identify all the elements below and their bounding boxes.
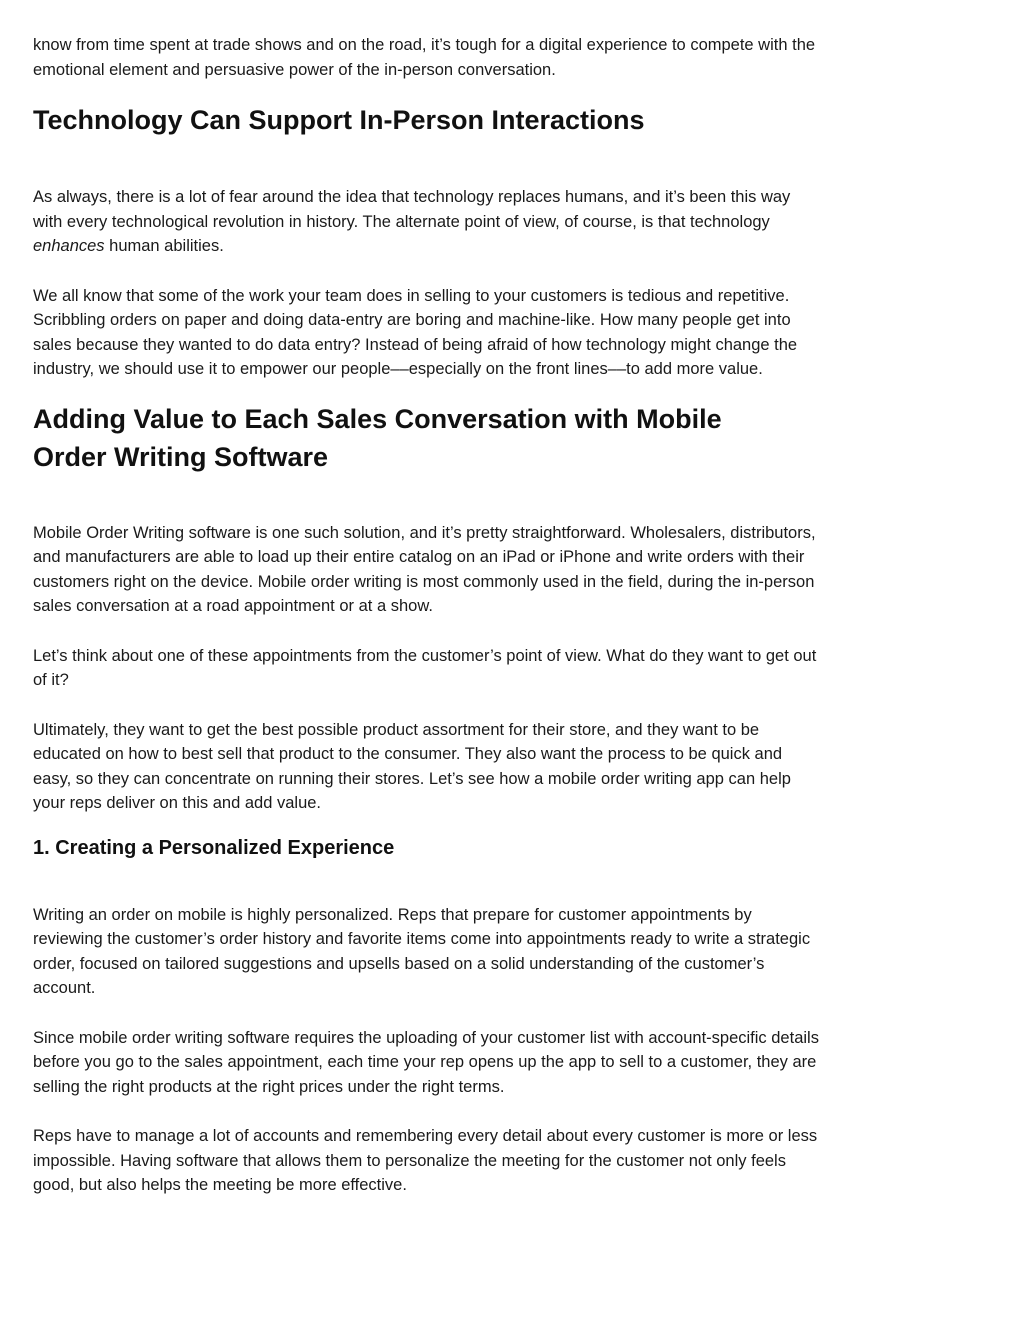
heading-line-2: Order Writing Software: [33, 441, 329, 472]
section-heading-personalized: 1. Creating a Personalized Experience: [33, 836, 395, 859]
section2-paragraph-1: Mobile Order Writing software is one such solution, and it’s pretty straightforward. Wholesalers, distributors, and manufacturers are able to load up their entire catalog on an iPad or iPhone and write orders with their customers right on the device. Mobile order writing is most commonly used in the field, during the in-person sales conversation at a road appointment or at a show.: [33, 523, 816, 615]
section3-paragraph-2: Since mobile order writing software requires the uploading of your customer list with account-specific details before you go to the sales appointment, each time your rep opens up the app to sell to a customer, they are selling the right products at the right prices under the right terms.: [33, 1028, 819, 1096]
heading-line-1: Adding Value to Each Sales Conversation with Mobile: [33, 403, 722, 434]
section-heading-technology: Technology Can Support In-Person Interactions: [33, 105, 645, 135]
section3-paragraph-3: Reps have to manage a lot of accounts and remembering every detail about every customer is more or less impossible. Having software that allows them to personalize the meeting for the customer not only feels good, but also helps the meeting be more effective.: [33, 1127, 818, 1194]
section1-paragraph-1: [33, 185, 823, 259]
intro-paragraph: know from time spent at trade shows and on the road, it’s tough for a digital experience to compete with the emotional element and persuasive power of the in-person conversation.: [33, 36, 816, 79]
section1-paragraph-2: We all know that some of the work your team does in selling to your customers is tedious and repetitive. Scribbling orders on paper and doing data-entry are boring and machine-like. How many people get into sales because they wanted to do data entry? Instead of being afraid of how technology might change the industry, we should use it to empower our people––especially on the front lines––to add more value.: [33, 286, 798, 378]
section2-paragraph-3: Ultimately, they want to get the best possible product assortment for their store, and they want to be educated on how to best sell that product to the consumer. They also want the process to be quick and easy, so they can concentrate on running their stores. Let’s see how a mobile order writing app can help your reps deliver on this and add value.: [33, 720, 791, 812]
document-page: [33, 0, 823, 1198]
emphasis-enhances: enhances: [33, 237, 105, 255]
section3-paragraph-1: Writing an order on mobile is highly personalized. Reps that prepare for customer appointments by reviewing the customer’s order history and favorite items come into appointments ready to write a strategic order, focused on tailored suggestions and upsells based on a solid understanding of the customer’s account.: [33, 905, 811, 997]
section-heading-adding-value: [33, 400, 823, 476]
section1-paragraph-1-start: As always, there is a lot of fear around the idea that technology replaces humans, and it’s been this way with every technological revolution in history. The alternate point of view, of course, is that technology: [33, 188, 791, 231]
section1-paragraph-1-end: human abilities.: [104, 237, 224, 255]
section2-paragraph-2: Let’s think about one of these appointments from the customer’s point of view. What do they want to get out of it?: [33, 646, 817, 689]
